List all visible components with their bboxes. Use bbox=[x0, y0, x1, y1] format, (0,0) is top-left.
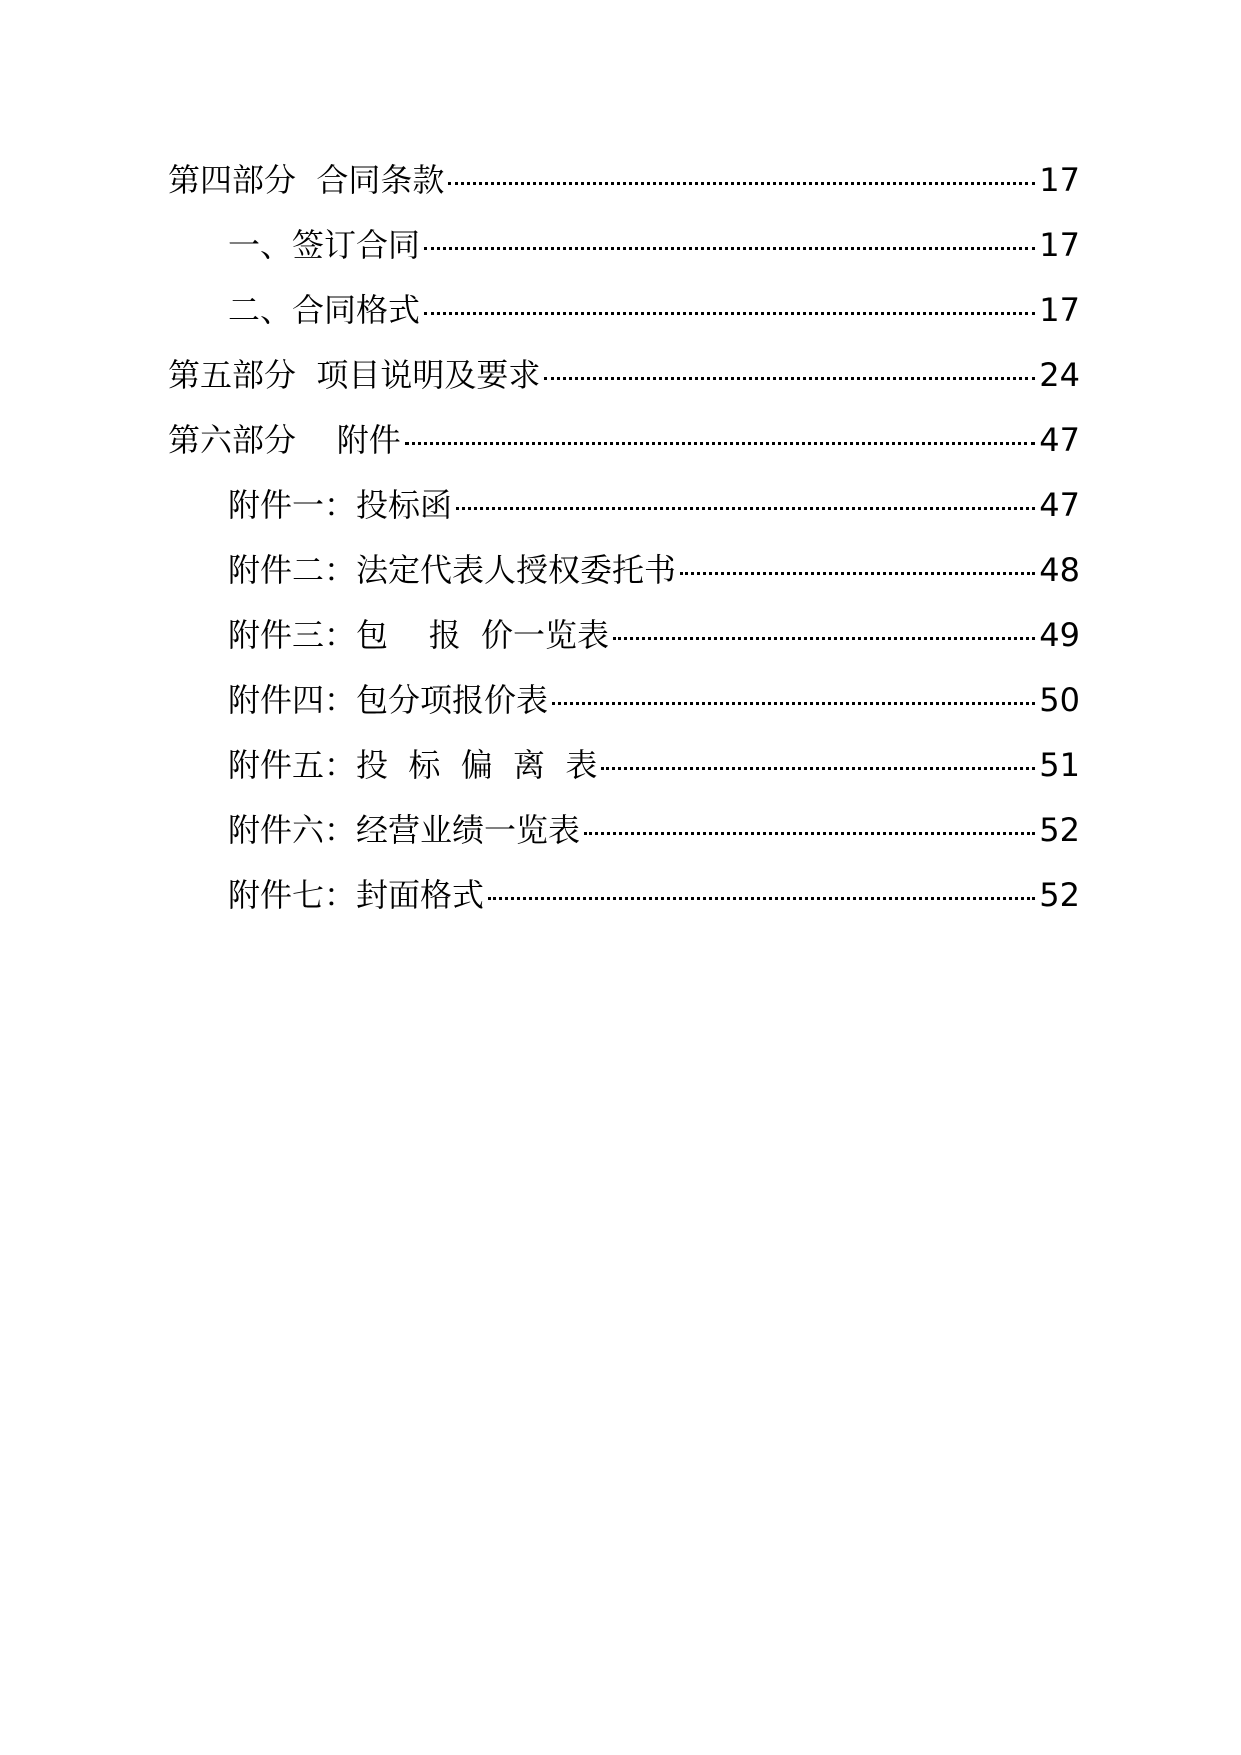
toc-entry-title: 附件一：投标函 bbox=[228, 486, 453, 524]
toc-entry-attachment-4[interactable] bbox=[168, 680, 1080, 745]
toc-page-number: 17 bbox=[1039, 226, 1080, 264]
toc-page-number: 47 bbox=[1039, 486, 1080, 524]
toc-dot-leader bbox=[424, 312, 1035, 315]
toc-page-number: 47 bbox=[1039, 421, 1080, 459]
toc-entry-attachment-1[interactable] bbox=[168, 485, 1080, 550]
toc-dot-leader bbox=[405, 442, 1036, 445]
toc-dot-leader bbox=[680, 572, 1035, 575]
toc-dot-leader bbox=[584, 832, 1035, 835]
toc-page-number: 17 bbox=[1039, 161, 1080, 199]
toc-entry-title: 附件二：法定代表人授权委托书 bbox=[228, 551, 677, 589]
toc-page-number: 17 bbox=[1039, 291, 1080, 329]
toc-entry-part4[interactable] bbox=[168, 160, 1080, 225]
toc-entry-title: 第六部分 附件 bbox=[168, 421, 401, 459]
toc-entry-title: 附件七：封面格式 bbox=[228, 876, 485, 914]
table-of-contents bbox=[168, 160, 1080, 940]
toc-page-number: 51 bbox=[1039, 746, 1080, 784]
toc-entry-attachment-7[interactable] bbox=[168, 875, 1080, 940]
toc-entry-title: 第五部分 项目说明及要求 bbox=[168, 356, 541, 394]
toc-entry-title: 二、合同格式 bbox=[228, 291, 421, 329]
toc-dot-leader bbox=[552, 702, 1035, 705]
toc-entry-title: 附件四：包分项报价表 bbox=[228, 681, 549, 719]
toc-dot-leader bbox=[544, 377, 1035, 380]
toc-entry-attachment-6[interactable] bbox=[168, 810, 1080, 875]
toc-dot-leader bbox=[456, 507, 1035, 510]
toc-entry-title: 附件五：投 标 偏 离 表 bbox=[228, 746, 598, 784]
toc-dot-leader bbox=[601, 767, 1035, 770]
toc-page-number: 49 bbox=[1039, 616, 1080, 654]
toc-entry-contract-format[interactable] bbox=[168, 290, 1080, 355]
toc-entry-title: 附件三：包 报 价一览表 bbox=[228, 616, 610, 654]
toc-entry-title: 附件六：经营业绩一览表 bbox=[228, 811, 581, 849]
toc-dot-leader bbox=[424, 247, 1035, 250]
toc-entry-title: 一、签订合同 bbox=[228, 226, 421, 264]
toc-entry-title: 第四部分 合同条款 bbox=[168, 161, 445, 199]
toc-entry-part5[interactable] bbox=[168, 355, 1080, 420]
toc-dot-leader bbox=[488, 897, 1035, 900]
toc-page-number: 24 bbox=[1039, 356, 1080, 394]
toc-entry-attachment-5[interactable] bbox=[168, 745, 1080, 810]
toc-page-number: 52 bbox=[1039, 811, 1080, 849]
toc-entry-sign-contract[interactable] bbox=[168, 225, 1080, 290]
toc-page-number: 48 bbox=[1039, 551, 1080, 589]
toc-dot-leader bbox=[613, 637, 1035, 640]
toc-entry-attachment-3[interactable] bbox=[168, 615, 1080, 680]
toc-page-number: 50 bbox=[1039, 681, 1080, 719]
toc-page-number: 52 bbox=[1039, 876, 1080, 914]
toc-entry-part6[interactable] bbox=[168, 420, 1080, 485]
toc-dot-leader bbox=[448, 182, 1035, 185]
toc-entry-attachment-2[interactable] bbox=[168, 550, 1080, 615]
